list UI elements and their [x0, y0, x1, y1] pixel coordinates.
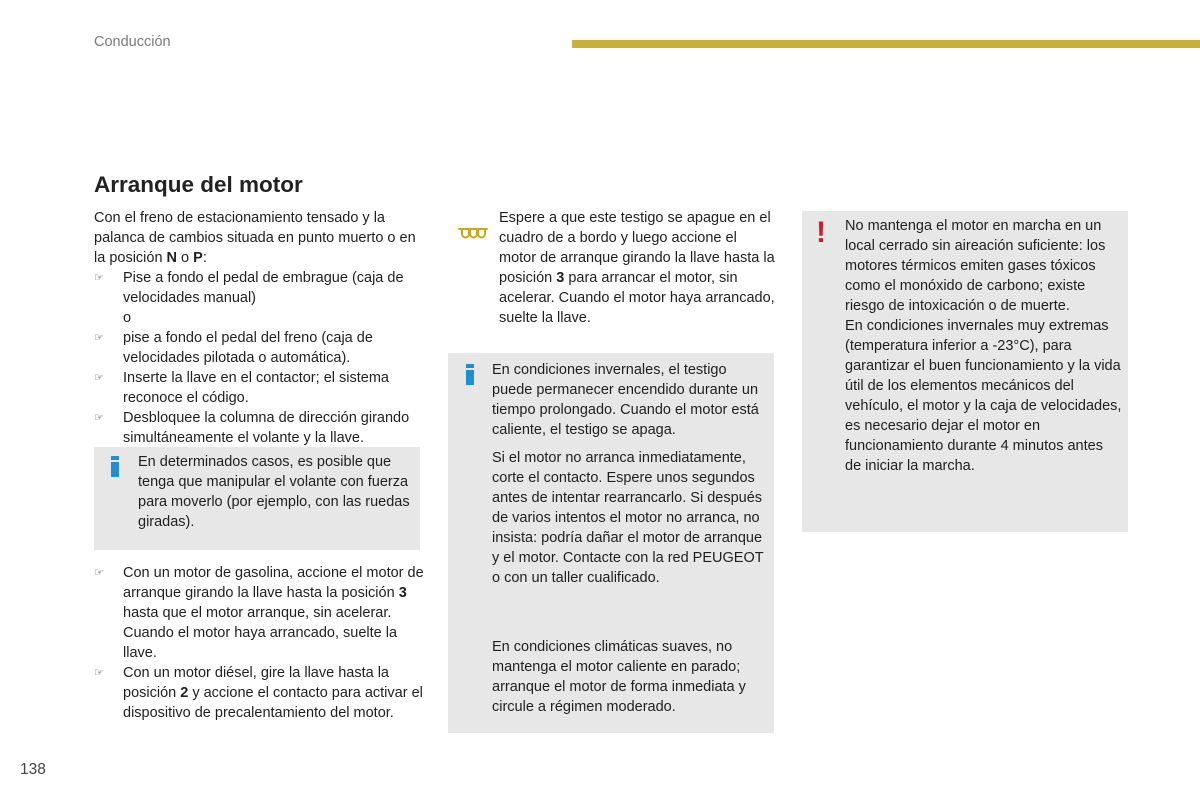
info-icon-stem: [466, 370, 474, 385]
glow-plug-icon: [458, 226, 488, 246]
info-steering-text: En determinados casos, es posible que tenga que manipular el volante con fuerza para moverlo (por ejemplo, con las ruedas giradas).: [138, 454, 410, 530]
step-petrol: ☞ Con un motor de gasolina, accione el motor de arranque girando la llave hasta la posición 3 hasta que el motor arranque, sin acelerar. Cuando el motor haya arrancado, suelte la llave.: [94, 565, 424, 661]
info-icon-stem: [111, 462, 119, 477]
page-number: 138: [20, 761, 46, 778]
step-or: o: [123, 310, 132, 326]
step-diesel: ☞ Con un motor diésel, gire la llave hasta la posición 2 y accione el contacto para activar el dispositivo de precalentamiento del motor.: [94, 665, 423, 721]
info-winter-text: En condiciones invernales, el testigo puede permanecer encendido durante un tiempo prolongado. Cuando el motor está caliente, el testigo se apaga.: [492, 362, 759, 438]
bullet-icon: ☞: [94, 272, 104, 284]
info-mild-weather-text: En condiciones climáticas suaves, no mantenga el motor caliente en parado; arranque el motor de forma inmediata y circule a régimen moderado.: [492, 639, 746, 715]
warning-text: [845, 216, 1123, 476]
info-icon-dot: [111, 456, 119, 460]
engine-start-block: [94, 563, 424, 723]
bullet-icon: ☞: [94, 567, 104, 579]
bullet-icon: ☞: [94, 412, 104, 424]
step-unlock: ☞ Desbloquee la columna de dirección girando simultáneamente el volante y la llave.: [94, 410, 410, 446]
warning-icon: !: [816, 216, 826, 249]
section-label: Conducción: [94, 34, 171, 50]
info-no-start-text: Si el motor no arranca inmediatamente, corte el contacto. Espere unos segundos antes de intentar rearrancarlo. Si después de varios intentos el motor no arranca, no insista: podría dañar el motor de arranque y el motor. Contacte con la red PEUGEOT o con un taller cualificado.: [492, 450, 764, 586]
warning-paragraph-1: No mantenga el motor en marcha en un local cerrado sin aireación suficiente: los motores térmicos emiten gases tóxicos como el monóxido de carbono; existe riesgo de intoxicación o de muerte.: [845, 218, 1106, 314]
bullet-icon: ☞: [94, 332, 104, 344]
info-icon-dot: [466, 364, 474, 368]
intro-paragraph: Con el freno de estacionamiento tensado y la palanca de cambios situada en punto muerto o en la posición N o P:: [94, 210, 416, 266]
step-key: ☞ Inserte la llave en el contactor; el sistema reconoce el código.: [94, 370, 389, 406]
warning-paragraph-2: En condiciones invernales muy extremas (temperatura inferior a -23°C), para garantizar el buen funcionamiento y la vida útil de los elementos mecánicos del vehículo, el motor y la caja de velocidades, es necesario dejar el motor en funcionamiento durante 4 minutos antes de iniciar la marcha.: [845, 318, 1122, 474]
bullet-icon: ☞: [94, 667, 104, 679]
step-clutch: ☞ Pise a fondo el pedal de embrague (caja de velocidades manual): [94, 270, 404, 306]
page-title: Arranque del motor: [94, 172, 303, 197]
intro-block: [94, 208, 424, 448]
glow-plug-text: Espere a que este testigo se apague en el cuadro de a bordo y luego accione el motor de arranque girando la llave hasta la posición 3 para arrancar el motor, sin acelerar. Cuando el motor haya arrancado, suelte la llave.: [499, 210, 775, 326]
info-icon: [466, 364, 474, 385]
bullet-icon: ☞: [94, 372, 104, 384]
info-icon: [111, 456, 119, 477]
header-accent-bar: [572, 40, 1200, 48]
step-brake: ☞ pise a fondo el pedal del freno (caja de velocidades pilotada o automática).: [94, 330, 373, 366]
